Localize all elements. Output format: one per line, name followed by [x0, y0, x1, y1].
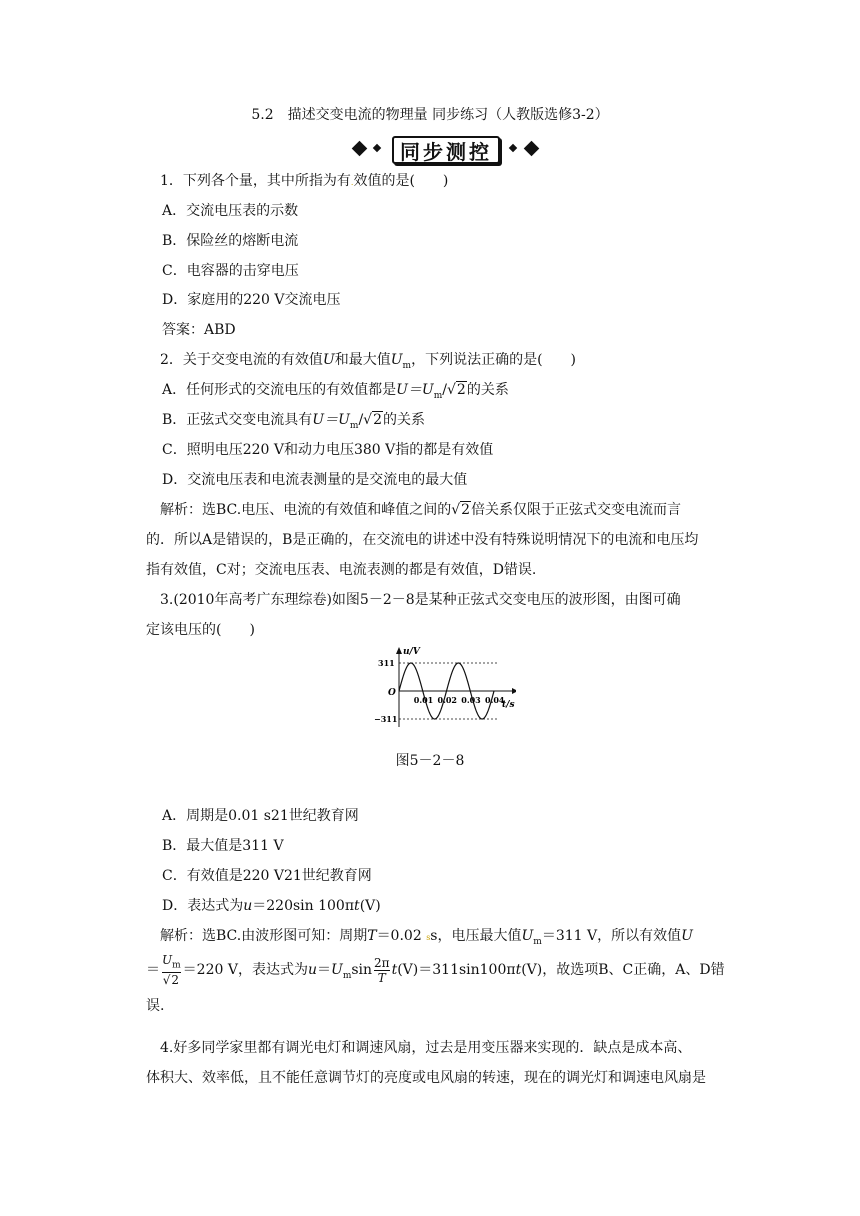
q2-solution-line-2: 的．所以A是错误的，B是正确的，在交流电的讲述中没有特殊说明情况下的电流和电压均 — [146, 532, 699, 548]
q2-stem-text: 和最大值 — [334, 352, 391, 368]
q4-line-1: 4.好多同学家里都有调光电灯和调速风扇，过去是用变压器来实现的．缺点是成本高、 — [160, 1040, 692, 1056]
q1-answer: 答案：ABD — [162, 322, 236, 338]
x-tick-label: 0.01 — [413, 695, 434, 705]
solution-text: (V)，故选项B、C正确，A、D错 — [521, 962, 725, 978]
solution-text: sin — [351, 962, 373, 978]
var-t: t — [391, 962, 398, 978]
var-U: U — [322, 352, 335, 368]
radicand: 2 — [461, 502, 471, 518]
q3-stem-line-2: 定该电压的( ) — [146, 622, 255, 638]
option-text: 的关系 — [466, 382, 509, 398]
page-title: 5.2 描述交变电流的物理量 同步练习（人教版选修3-2） — [251, 107, 609, 123]
numerator: 2π — [374, 955, 390, 970]
q2-stem-text: 2．关于交变电流的有效值 — [160, 352, 323, 368]
q3-option-a: A．周期是0.01 s21世纪教育网 — [162, 808, 359, 824]
sqrt-symbol: √2 — [451, 502, 471, 518]
q2-option-b — [162, 410, 425, 436]
q1-option-d: D．家庭用的220 V交流电压 — [162, 292, 341, 308]
q4-line-2: 体积大、效率低，且不能任意调节灯的亮度或电风扇的转速，现在的调光灯和调速电风扇是 — [146, 1070, 706, 1086]
waveform-chart — [366, 645, 516, 735]
var-t: t — [515, 962, 522, 978]
sqrt-symbol: √2 — [446, 382, 466, 398]
small-diamond-icon — [509, 144, 517, 152]
solution-text: ＝ — [317, 962, 331, 978]
sqrt-symbol: √2 — [162, 973, 179, 988]
subscript-m: m — [349, 420, 359, 431]
q1-option-c: C．电容器的击穿电压 — [162, 263, 299, 279]
y-tick-label: 311 — [378, 658, 395, 668]
x-tick-label: 0.04 — [485, 695, 505, 705]
q3-solution-line-2 — [146, 950, 725, 996]
formula: U＝U — [396, 382, 434, 398]
formula: / — [358, 412, 364, 428]
var-U: U — [521, 928, 534, 944]
option-text: D．表达式为 — [162, 898, 244, 914]
section-banner — [350, 134, 540, 164]
subscript-m: m — [433, 390, 443, 401]
watermark-mark: s — [426, 933, 431, 942]
fraction-2pi-over-T — [374, 956, 390, 985]
solution-text: 解析：选BC.电压、电流的有效值和峰值之间的 — [160, 502, 452, 518]
q2-option-a — [162, 380, 509, 406]
subscript-m: m — [533, 936, 542, 947]
formula: / — [442, 382, 447, 398]
subscript-m: m — [172, 960, 181, 971]
numerator — [162, 953, 181, 973]
option-text: ＝220sin 100π — [252, 898, 355, 914]
solution-text: ＝220 V，表达式为 — [182, 962, 308, 978]
chart-axes — [396, 647, 516, 727]
var-u: u — [307, 962, 317, 978]
solution-text: ＝311 V，所以有效值 — [541, 928, 682, 944]
q3-stem-line-1: 3.(2010年高考广东理综卷)如图5－2－8是某种正弦式交变电压的波形图，由图可确 — [160, 592, 681, 608]
q3-solution-line-3: 误. — [146, 998, 165, 1014]
denominator — [374, 971, 390, 985]
origin-label: O — [388, 688, 396, 698]
option-text: 的关系 — [383, 412, 426, 428]
banner-box — [392, 136, 500, 164]
var-U: U — [681, 928, 693, 944]
solution-text: 倍关系仅限于正弦式交变电流而言 — [471, 502, 682, 518]
formula: U＝U — [312, 412, 350, 428]
subscript-m: m — [402, 360, 412, 371]
q3-option-c: C．有效值是220 V21世纪教育网 — [162, 868, 372, 884]
var-U: U — [331, 962, 343, 978]
small-diamond-icon — [373, 144, 381, 152]
x-tick-label: 0.02 — [437, 695, 457, 705]
q1-option-b: B．保险丝的熔断电流 — [162, 233, 299, 249]
option-text: B．正弦式交变电流具有 — [162, 412, 313, 428]
q1-stem — [160, 171, 448, 193]
solution-text: 解析：选BC.由波形图可知：周期 — [160, 928, 368, 944]
fraction-um-over-sqrt2 — [162, 953, 181, 987]
var-t: t — [354, 898, 360, 914]
solution-text: (V)＝311sin100π — [397, 962, 516, 978]
diamond-icon — [524, 141, 540, 157]
figure-caption: 图5－2－8 — [395, 753, 465, 769]
q3-option-d — [162, 896, 381, 916]
y-tick-label: −311 — [374, 714, 398, 724]
y-axis-label: u/V — [403, 647, 420, 657]
q2-solution-line-3: 指有效值，C对；交流电压表、电流表测的都是有效值，D错误. — [146, 562, 537, 578]
banner-text: 同步测控 — [400, 139, 492, 164]
q2-stem-text: ，下列说法正确的是( ) — [411, 352, 577, 368]
var-Um: U — [390, 352, 403, 368]
q3-option-b: B．最大值是311 V — [162, 838, 284, 854]
x-axis-label: t/s — [502, 700, 515, 710]
x-axis-arrow-icon — [512, 688, 516, 694]
q3-solution-line-1 — [160, 926, 693, 952]
q1-stem-text: 效值的是( ) — [353, 173, 449, 189]
solution-text: s，电压最大值 — [430, 928, 522, 944]
q1-option-a: A．交流电压表的示数 — [162, 203, 299, 219]
q2-option-c: C．照明电压220 V和动力电压380 V指的都是有效值 — [162, 442, 494, 458]
radicand: 2 — [171, 973, 179, 988]
var-u: u — [243, 898, 253, 914]
solution-text: ＝ — [146, 962, 160, 978]
q2-stem — [160, 350, 576, 376]
var-T: T — [367, 928, 377, 944]
x-tick-label: 0.03 — [461, 695, 481, 705]
radicand: 2 — [456, 382, 466, 398]
denominator — [162, 973, 181, 987]
q2-solution-line-1 — [160, 500, 681, 520]
subscript-m: m — [342, 970, 352, 981]
option-text: (V) — [359, 898, 381, 914]
q1-stem-text: 1．下列各个量，其中所指为有 — [160, 173, 351, 189]
radicand: 2 — [373, 412, 383, 428]
var-U: U — [162, 952, 173, 967]
var-T: T — [377, 970, 386, 985]
solution-text: ＝0.02 — [376, 928, 427, 944]
option-text: A．任何形式的交流电压的有效值都是 — [162, 382, 397, 398]
sqrt-symbol: √2 — [363, 412, 383, 428]
diamond-icon — [352, 141, 368, 157]
y-axis-arrow-icon — [396, 647, 402, 654]
q2-option-d: D．交流电压表和电流表测量的是交流电的最大值 — [162, 472, 468, 488]
watermark-dot: . — [350, 178, 354, 187]
